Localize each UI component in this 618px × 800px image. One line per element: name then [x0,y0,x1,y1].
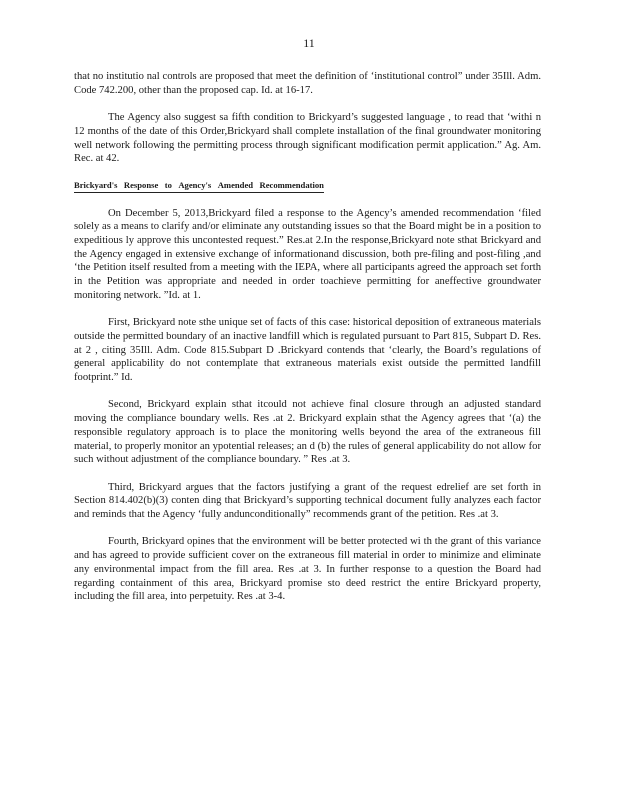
paragraph-agency-fifth-condition: The Agency also suggest sa fifth condition to Brickyard’s suggested language , to read that ‘withi n 12 months of the date of this Order,Brickyard shall complete installation of the final groundwater monitoring well network following the permitting process through significant modification permit application.” Ag. Am. Rec. at 42. [74,112,541,165]
paragraph-continued: that no institutio nal controls are proposed that meet the definition of ‘institutional control” under 35Ill. Adm. Code 742.200, other than the proposed cap. Id. at 16-17. [74,71,541,96]
paragraph-second-point: Second, Brickyard explain sthat itcould not achieve final closure through an adjusted standard moving the compliance boundary wells. Res .at 2. Brickyard explain sthat the Agency agrees that ‘(a) the responsible regulatory approach is to place the monitoring wells beyond the area of the extraneous fill material, to properly monitor an ypotential releases; an d (b) the rules of general applicability do not allow for such without adjustment of the compliance boundary. ” Res .at 3. [74,399,541,466]
heading-word: Brickyard's [74,179,118,190]
paragraph-first-point: First, Brickyard note sthe unique set of facts of this case: historical deposition of extraneous materials outside the permitted boundary of an inactive landfill which is regulated pursuant to Part 815, Subpart D. Res. at 2 , citing 35Ill. Adm. Code 815.Subpart D .Brickyard contends that ‘clearly, the Board’s regulations of general applicability do not contemplate that extraneous materials exist outside the permitted landfill footprint.” Id. [74,317,541,384]
heading-word: to [164,179,172,190]
section-heading [74,180,324,193]
heading-word: Response [123,179,159,190]
paragraph-response-intro: On December 5, 2013,Brickyard filed a response to the Agency’s amended recommendation ‘filed solely as a means to clarify and/or eliminate any outstanding issues so that the Board might be in a position to expeditious ly approve this uncontested request.” Res.at 2.In the response,Brickyard note sthat Brickyard and the Agency engaged in extensive exchange of informationand discussion, both pre-filing and post-filing ,and ‘the Petition itself resulted from a meeting with the IEPA, where all participants agreed the approach set forth in the Petition was appropriate and needed in order toachieve permitting for aneffective groundwater monitoring network. ”Id. at 1. [74,207,541,301]
heading-word: Agency's [178,179,212,190]
paragraph-fourth-point: Fourth, Brickyard opines that the environment will be better protected wi th the grant of this variance and has agreed to provide sufficient cover on the extraneous fill material in order to minimize and eliminate any environmental impact from the fill area. Res .at 3. In further response to a question the Board had regarding containment of this area, Brickyard promise sto deed restrict the entire Brickyard property, including the fill area, into perpetuity. Res .at 3-4. [74,536,541,603]
heading-word: Amended [217,179,254,190]
heading-word: Recommendation [259,179,324,190]
page-number: 11 [303,36,315,50]
paragraph-third-point: Third, Brickyard argues that the factors justifying a grant of the request edrelief are set forth in Section 814.402(b)(3) conten ding that Brickyard’s supporting technical document fully analyzes each factor and reminds that the Agency ‘fully andunconditionally” recommends grant of the petition. Res .at 3. [74,481,541,521]
document-body [74,70,541,618]
